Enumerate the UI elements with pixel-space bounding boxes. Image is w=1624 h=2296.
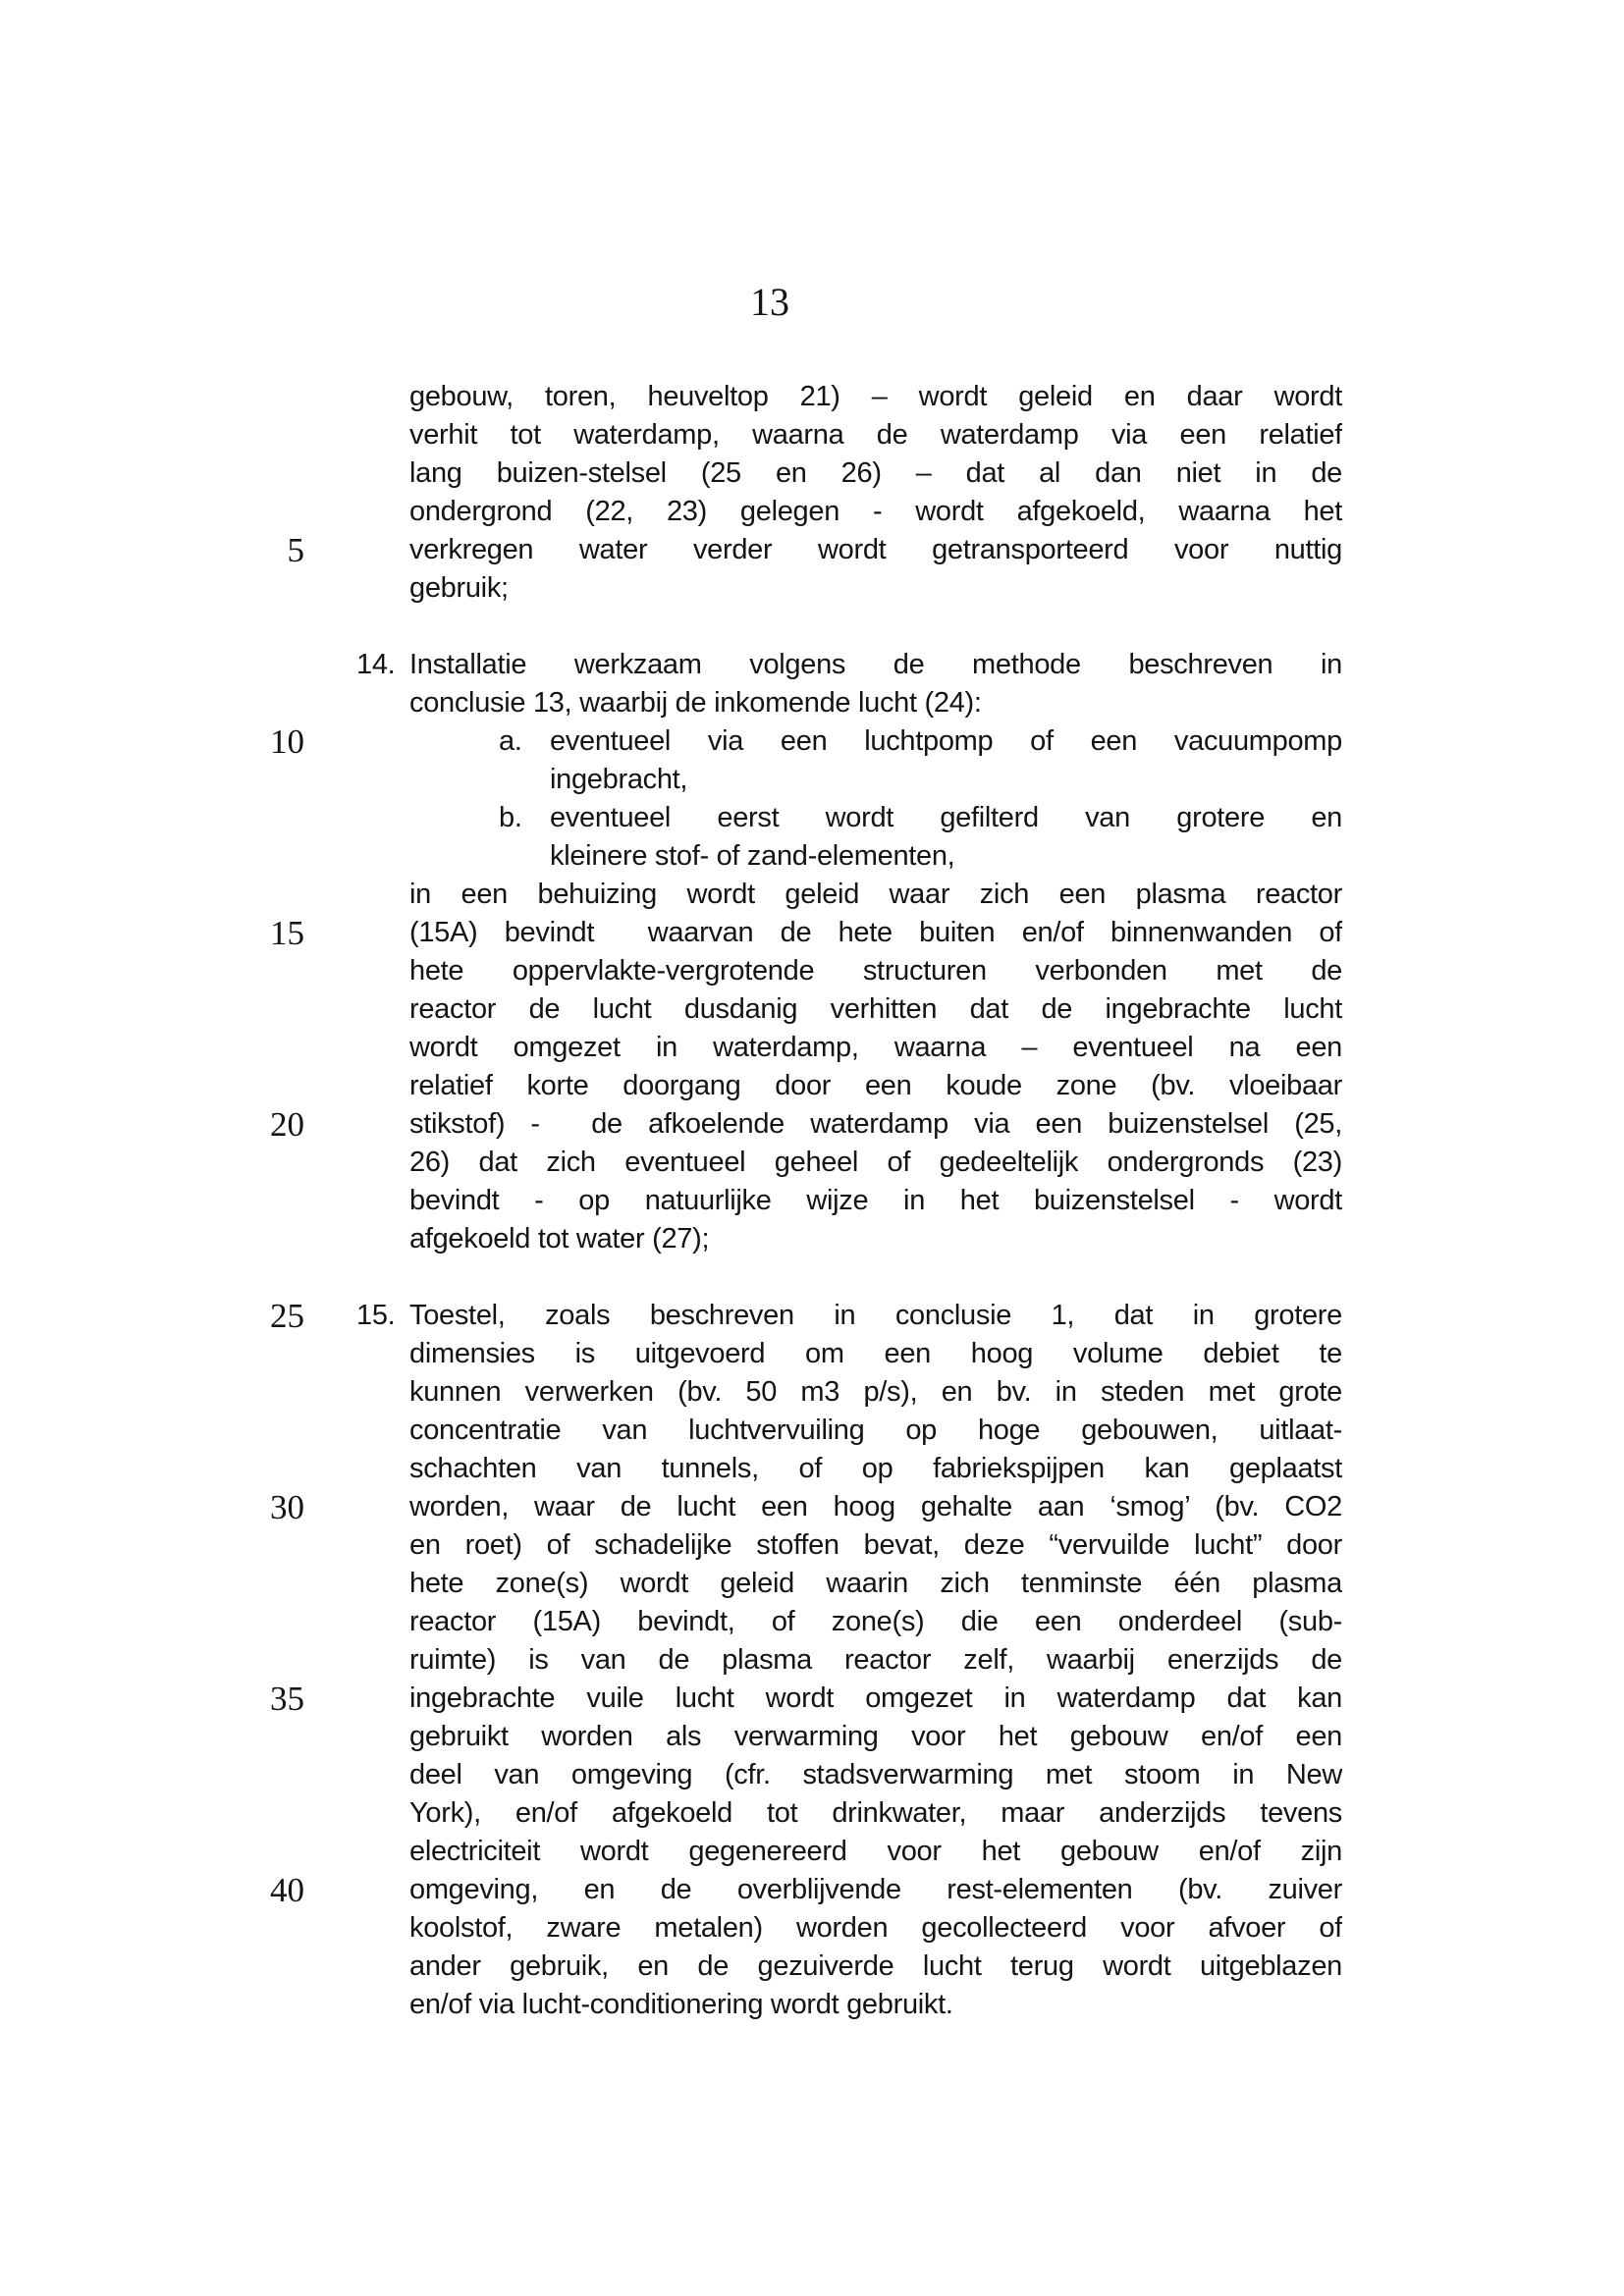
line-text: in een behuizing wordt geleid waar zich een plasma reactor bbox=[409, 879, 1342, 910]
text-line bbox=[0, 1603, 1624, 1641]
line-text: lang buizen-stelsel (25 en 26) – dat al dan niet in de bbox=[409, 457, 1342, 489]
line-text: gebouw, toren, heuveltop 21) – wordt geleid en daar wordt bbox=[409, 381, 1342, 412]
margin-line-number: 5 bbox=[287, 531, 304, 569]
line-text: ruimte) is van de plasma reactor zelf, waarbij enerzijds de bbox=[409, 1644, 1342, 1676]
line-text: omgeving, en de overblijvende rest-elementen (bv. zuiver bbox=[409, 1874, 1342, 1905]
line-text: schachten van tunnels, of op fabriekspijpen kan geplaatst bbox=[409, 1453, 1342, 1484]
text-line bbox=[0, 1029, 1624, 1067]
line-text: bevindt - op natuurlijke wijze in het buizenstelsel - wordt bbox=[409, 1185, 1342, 1216]
text-line bbox=[0, 761, 1624, 799]
line-text: York), en/of afgekoeld tot drinkwater, maar anderzijds tevens bbox=[409, 1797, 1342, 1829]
margin-line-number: 40 bbox=[270, 1871, 304, 1909]
claims-text-block bbox=[0, 378, 1624, 2024]
text-line bbox=[0, 1182, 1624, 1220]
text-line bbox=[0, 1144, 1624, 1182]
text-line bbox=[0, 1412, 1624, 1450]
line-text: ondergrond (22, 23) gelegen - wordt afgekoeld, waarna het bbox=[409, 496, 1342, 527]
line-text: hete zone(s) wordt geleid waarin zich tenminste één plasma bbox=[409, 1568, 1342, 1599]
line-text: kunnen verwerken (bv. 50 m3 p/s), en bv. in steden met grote bbox=[409, 1376, 1342, 1408]
line-text: relatief korte doorgang door een koude zone (bv. vloeibaar bbox=[409, 1070, 1342, 1101]
line-text: afgekoeld tot water (27); bbox=[409, 1223, 710, 1255]
text-line bbox=[0, 876, 1624, 914]
line-text: eventueel eerst wordt gefilterd van grotere en bbox=[550, 802, 1342, 833]
text-line bbox=[0, 1756, 1624, 1794]
text-line bbox=[0, 646, 1624, 684]
text-line bbox=[0, 722, 1624, 761]
line-text: hete oppervlakte-vergrotende structuren verbonden met de bbox=[409, 955, 1342, 987]
line-text: gebruikt worden als verwarming voor het gebouw en/of een bbox=[409, 1721, 1342, 1752]
line-text: gebruik; bbox=[409, 572, 509, 604]
text-line bbox=[0, 1833, 1624, 1871]
text-line bbox=[0, 1794, 1624, 1833]
line-text: conclusie 13, waarbij de inkomende lucht (24): bbox=[409, 687, 982, 719]
text-line bbox=[0, 416, 1624, 454]
text-line bbox=[0, 1526, 1624, 1565]
text-line bbox=[0, 1450, 1624, 1488]
text-line bbox=[0, 1641, 1624, 1680]
text-line bbox=[0, 1948, 1624, 1986]
line-text: stikstof) - de afkoelende waterdamp via een buizenstelsel (25, bbox=[409, 1108, 1342, 1140]
line-text: en/of via lucht-conditionering wordt gebruikt. bbox=[409, 1989, 953, 2020]
line-text: kleinere stof- of zand-elementen, bbox=[550, 840, 955, 872]
margin-line-number: 15 bbox=[270, 914, 304, 952]
text-line bbox=[0, 1373, 1624, 1412]
text-line bbox=[0, 1105, 1624, 1144]
text-line bbox=[0, 990, 1624, 1029]
line-text: reactor de lucht dusdanig verhitten dat de ingebrachte lucht bbox=[409, 993, 1342, 1025]
margin-line-number: 10 bbox=[270, 722, 304, 761]
margin-line-number: 30 bbox=[270, 1488, 304, 1526]
text-line bbox=[0, 1565, 1624, 1603]
line-text: (15A) bevindt waarvan de hete buiten en/of binnenwanden of bbox=[409, 917, 1342, 948]
text-line bbox=[0, 1067, 1624, 1105]
text-line bbox=[0, 1297, 1624, 1335]
margin-line-number: 25 bbox=[270, 1297, 304, 1335]
line-text: ingebracht, bbox=[550, 764, 688, 795]
line-text: Toestel, zoals beschreven in conclusie 1, dat in grotere bbox=[409, 1300, 1342, 1331]
text-line bbox=[0, 914, 1624, 952]
line-text: 26) dat zich eventueel geheel of gedeeltelijk ondergronds (23) bbox=[409, 1147, 1342, 1178]
line-text: Installatie werkzaam volgens de methode beschreven in bbox=[409, 649, 1342, 680]
line-text: verkregen water verder wordt getransporteerd voor nuttig bbox=[409, 534, 1342, 565]
text-line bbox=[0, 1488, 1624, 1526]
blank-line bbox=[0, 608, 1624, 646]
line-text: verhit tot waterdamp, waarna de waterdamp via een relatief bbox=[409, 419, 1342, 451]
line-text: electriciteit wordt gegenereerd voor het gebouw en/of zijn bbox=[409, 1836, 1342, 1867]
text-line bbox=[0, 454, 1624, 493]
margin-line-number: 20 bbox=[270, 1105, 304, 1144]
list-item-marker: a. bbox=[499, 725, 522, 757]
line-text: reactor (15A) bevindt, of zone(s) die een onderdeel (sub- bbox=[409, 1606, 1342, 1637]
line-text: koolstof, zware metalen) worden gecollecteerd voor afvoer of bbox=[409, 1912, 1342, 1944]
text-line bbox=[0, 1680, 1624, 1718]
line-text: concentratie van luchtvervuiling op hoge gebouwen, uitlaat- bbox=[409, 1415, 1342, 1446]
text-line bbox=[0, 531, 1624, 569]
line-text: wordt omgezet in waterdamp, waarna – eventueel na een bbox=[409, 1032, 1342, 1063]
margin-line-number: 35 bbox=[270, 1680, 304, 1718]
text-line bbox=[0, 493, 1624, 531]
line-text: deel van omgeving (cfr. stadsverwarming met stoom in New bbox=[409, 1759, 1342, 1790]
text-line bbox=[0, 378, 1624, 416]
text-line bbox=[0, 684, 1624, 722]
blank-line bbox=[0, 1258, 1624, 1297]
text-line bbox=[0, 837, 1624, 876]
list-item-marker: b. bbox=[499, 802, 522, 833]
text-line bbox=[0, 1909, 1624, 1948]
line-text: ingebrachte vuile lucht wordt omgezet in waterdamp dat kan bbox=[409, 1682, 1342, 1714]
line-text: dimensies is uitgevoerd om een hoog volume debiet te bbox=[409, 1338, 1342, 1369]
claim-number-marker: 15. bbox=[356, 1300, 396, 1331]
text-line bbox=[0, 569, 1624, 608]
text-line bbox=[0, 1335, 1624, 1373]
text-line bbox=[0, 1718, 1624, 1756]
text-line bbox=[0, 1986, 1624, 2024]
line-text: en roet) of schadelijke stoffen bevat, deze “vervuilde lucht” door bbox=[409, 1529, 1342, 1561]
page-number: 13 bbox=[750, 280, 789, 324]
line-text: ander gebruik, en de gezuiverde lucht terug wordt uitgeblazen bbox=[409, 1950, 1342, 1982]
text-line bbox=[0, 799, 1624, 837]
text-line bbox=[0, 952, 1624, 990]
text-line bbox=[0, 1871, 1624, 1909]
text-line bbox=[0, 1220, 1624, 1258]
claim-number-marker: 14. bbox=[356, 649, 396, 680]
line-text: eventueel via een luchtpomp of een vacuumpomp bbox=[550, 725, 1342, 757]
line-text: worden, waar de lucht een hoog gehalte aan ‘smog’ (bv. CO2 bbox=[409, 1491, 1342, 1522]
